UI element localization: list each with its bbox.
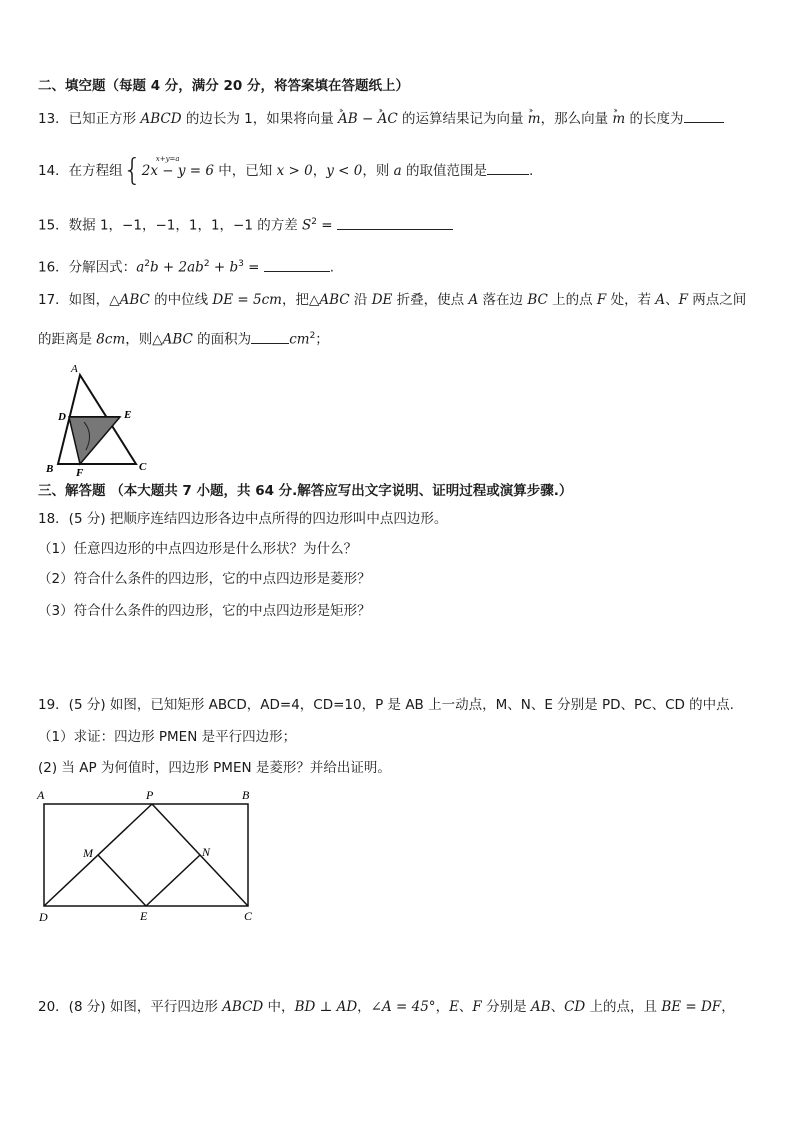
triangle-abc: △ABC (109, 292, 150, 308)
superscript: 2 (203, 259, 210, 269)
q20-text: 20．(8 分) 如图，平行四边形 (38, 999, 223, 1015)
question-18-part-2: （2）符合什么条件的四边形，它的中点四边形是菱形？ (38, 571, 371, 587)
question-16 (38, 255, 334, 277)
answer-blank[interactable] (264, 257, 330, 272)
figure-label-b: B (46, 463, 54, 475)
segment-de: DE (371, 292, 393, 308)
superscript: 3 (238, 259, 244, 269)
figure-label-m: M (83, 846, 93, 860)
unit: cm (289, 331, 310, 348)
q17-end: ； (315, 331, 329, 348)
q20-sep: ， (435, 999, 450, 1015)
question-18-stem: 18．(5 分) 把顺序连结四边形各边中点所得的四边形叫中点四边形。 (38, 511, 448, 527)
q20-text: 上的点，且 (585, 999, 662, 1015)
figure-label-e: E (140, 909, 148, 923)
q17-text: ，把 (281, 292, 309, 308)
q20-sep: 、 (550, 999, 565, 1015)
triangle-fold-figure (44, 360, 154, 478)
variance-symbol: S (302, 217, 312, 234)
side-ab: AB (530, 999, 551, 1015)
expr: + b (209, 259, 239, 276)
rectangle-abcd (44, 804, 248, 906)
condition-y: y < 0 (326, 163, 363, 179)
side-bc: BC (527, 292, 548, 308)
segment-en (146, 855, 200, 906)
q20-sep: 、 (458, 999, 473, 1015)
q13-minus: − (357, 111, 378, 127)
answer-blank[interactable] (684, 108, 724, 123)
vector-ab: ›› AB (338, 110, 358, 128)
question-14 (38, 153, 534, 188)
question-19-part-1: （1）求证：四边形 PMEN 是平行四边形； (38, 729, 297, 745)
condition-x: x > 0 (276, 163, 313, 179)
point-f: F (596, 292, 607, 308)
question-17-line-2 (38, 327, 329, 349)
question-20 (38, 998, 735, 1016)
q14-text: 14．在方程组 (38, 163, 123, 179)
answer-blank[interactable] (487, 160, 529, 175)
q17-text: 的中位线 (149, 292, 213, 308)
vector-ac: ›› AC (378, 110, 398, 128)
q20-text: 中， (263, 999, 295, 1015)
segment-me (98, 855, 146, 906)
figure-label-a: A (71, 363, 78, 375)
side-cd: CD (564, 999, 586, 1015)
q14-text: ，则 (362, 163, 394, 179)
vector-m: ›› m (528, 110, 541, 128)
answer-blank[interactable] (337, 215, 453, 230)
q17-text: ，则 (125, 331, 153, 348)
point-f: F (678, 292, 689, 308)
point-a: A (468, 292, 479, 308)
point-a: A (655, 292, 666, 308)
question-17-line-1 (38, 291, 746, 309)
expr: b + 2ab (149, 259, 204, 276)
q16-text: 16．分解因式： (38, 259, 137, 276)
q13-text: 的长度为 (625, 111, 684, 127)
figure-label-c: C (244, 909, 253, 923)
q13-text: 的边长为 1，如果将向量 (181, 111, 339, 127)
q17-sep: 、 (665, 292, 679, 308)
q14-sep: ， (312, 163, 327, 179)
question-19-stem: 19．(5 分) 如图，已知矩形 ABCD，AD=4，CD=10，P 是 AB 上一动点，M、N、E 分别是 PD、PC、CD 的中点. (38, 697, 734, 713)
superscript: 2 (144, 259, 150, 269)
segment-de: DE = 5cm (212, 292, 282, 308)
q13-text: 的运算结果记为向量 (397, 111, 528, 127)
question-18-part-3: （3）符合什么条件的四边形，它的中点四边形是矩形？ (38, 603, 371, 619)
q17-text: 折叠，使点 (392, 292, 469, 308)
q13-shape: ABCD (140, 111, 182, 127)
q17-text: 上的点 (547, 292, 597, 308)
point-e: E (449, 999, 459, 1015)
figure-label-b: B (242, 788, 250, 802)
equals: = (317, 217, 337, 234)
q17-text: 两点之间 (688, 292, 747, 308)
question-19-part-2: (2) 当 AP 为何值时，四边形 PMEN 是菱形？并给出证明。 (38, 760, 391, 776)
figure-label-e: E (124, 409, 132, 421)
q17-text: 的距离是 (38, 331, 97, 348)
section-3-heading: 三、解答题 （本大题共 7 小题，共 64 分.解答应写出文字说明、证明过程或演算步骤.） (38, 483, 573, 499)
perpendicular-bd-ad: BD ⊥ AD (294, 999, 358, 1015)
figure-label-c: C (139, 461, 147, 473)
q20-sep: ， (357, 999, 371, 1015)
equation-be-df: BE = DF (661, 999, 722, 1015)
figure-label-a: A (37, 788, 45, 802)
figure-label-f: F (76, 467, 84, 478)
answer-blank[interactable] (251, 329, 289, 344)
figure-label-d: D (58, 411, 66, 423)
figure-label-d: D (39, 910, 48, 924)
triangle-abc: △ABC (308, 292, 350, 308)
figure-label-n: N (202, 845, 211, 859)
q13-text: ，那么向量 (540, 111, 613, 127)
equals: = (243, 259, 264, 276)
question-15 (38, 213, 453, 235)
distance-af: 8cm (96, 331, 126, 348)
q14-text: 中，已知 (214, 163, 277, 179)
figure-label-p: P (146, 788, 154, 802)
point-f: F (472, 999, 482, 1015)
q17-text: 沿 (349, 292, 372, 308)
triangle-abc: △ABC (152, 331, 193, 348)
angle-a: ∠A = 45° (370, 999, 436, 1015)
variable-a: a (393, 163, 402, 179)
folded-triangle-def (69, 417, 120, 464)
system-top-equation: x+y=a (155, 155, 180, 163)
superscript: 2 (311, 217, 318, 227)
question-13 (38, 108, 724, 128)
q17-text: 的面积为 (192, 331, 252, 348)
parallelogram-abcd: ABCD (222, 999, 264, 1015)
q17-text: 17．如图， (38, 292, 110, 308)
q17-text: 处，若 (606, 292, 656, 308)
superscript: 2 (309, 331, 316, 341)
question-18-part-1: （1）任意四边形的中点四边形是什么形状？为什么？ (38, 541, 358, 557)
system-brace: { (122, 153, 142, 188)
q20-text: 分别是 (481, 999, 531, 1015)
expr: a (136, 259, 145, 276)
q14-text: 的取值范围是 (401, 163, 487, 179)
section-2-heading: 二、填空题（每题 4 分，满分 20 分，将答案填在答题纸上） (38, 78, 409, 94)
q13-text: 13．已知正方形 (38, 111, 141, 127)
q17-text: 落在边 (478, 292, 528, 308)
q15-text: 15．数据 1，−1，−1，1，1，−1 的方差 (38, 217, 303, 234)
vector-m: ›› m (612, 110, 625, 128)
equation-system (141, 155, 214, 180)
system-equation: 2x − y = 6 (141, 163, 214, 179)
rectangle-pmen-figure (34, 786, 264, 926)
q20-end: ， (721, 999, 735, 1015)
q16-end: . (329, 259, 335, 276)
q14-end: . (528, 163, 534, 179)
